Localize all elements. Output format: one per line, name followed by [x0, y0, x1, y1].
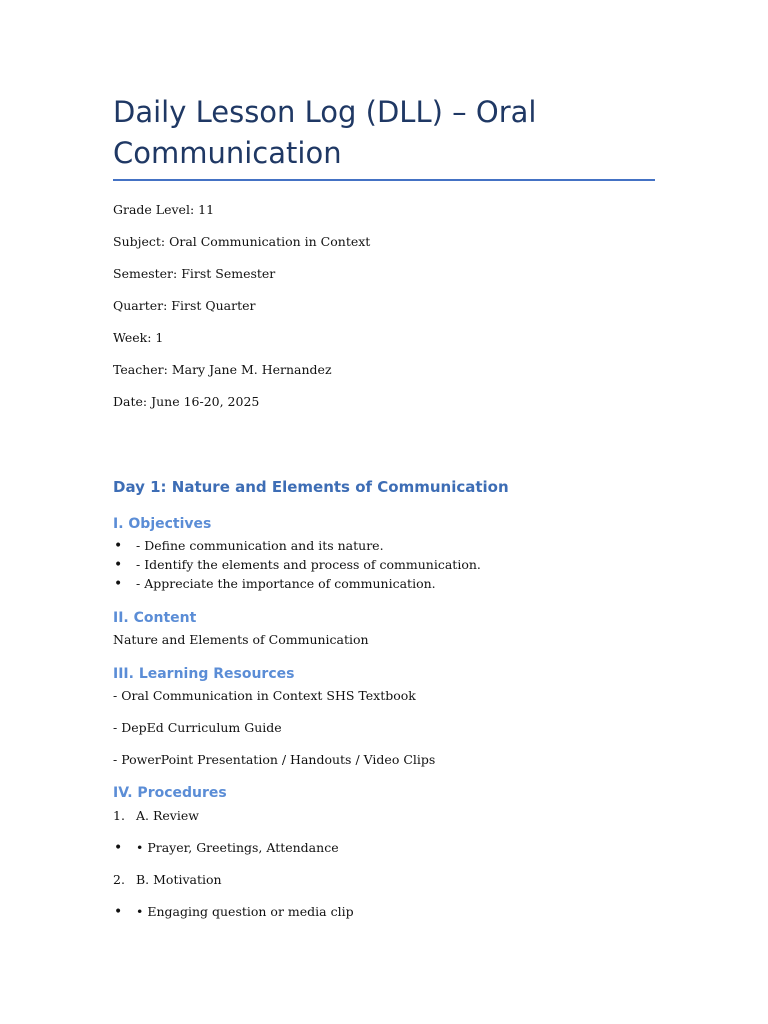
teacher: Teacher: Mary Jane M. Hernandez: [113, 362, 332, 377]
procedure-text: B. Motivation: [136, 872, 222, 887]
list-number: 1.: [113, 808, 125, 823]
title-underline: [113, 179, 655, 181]
resource-item: - DepEd Curriculum Guide: [113, 720, 282, 735]
objectives-heading: I. Objectives: [113, 516, 212, 532]
quarter: Quarter: First Quarter: [113, 298, 256, 313]
bullet-icon: •: [114, 576, 123, 592]
content-heading: II. Content: [113, 610, 197, 626]
day1-heading: Day 1: Nature and Elements of Communication: [113, 478, 509, 496]
procedure-subtext: • Engaging question or media clip: [136, 904, 354, 919]
procedure-text: A. Review: [136, 808, 199, 823]
list-number: 2.: [113, 872, 125, 887]
bullet-icon: •: [114, 557, 123, 573]
semester: Semester: First Semester: [113, 266, 276, 281]
resource-item: - Oral Communication in Context SHS Textbook: [113, 688, 416, 703]
objective-text: - Define communication and its nature.: [136, 538, 384, 553]
week: Week: 1: [113, 330, 164, 345]
resource-item: - PowerPoint Presentation / Handouts / Video Clips: [113, 752, 436, 767]
date: Date: June 16-20, 2025: [113, 394, 260, 409]
procedures-heading: IV. Procedures: [113, 785, 227, 801]
objective-text: - Appreciate the importance of communication.: [136, 576, 436, 591]
bullet-icon: •: [114, 538, 123, 554]
objective-text: - Identify the elements and process of communication.: [136, 557, 481, 572]
content-text: Nature and Elements of Communication: [113, 632, 369, 647]
procedure-subtext: • Prayer, Greetings, Attendance: [136, 840, 339, 855]
bullet-icon: •: [114, 840, 123, 856]
subject: Subject: Oral Communication in Context: [113, 234, 371, 249]
grade-level: Grade Level: 11: [113, 202, 215, 217]
resources-heading: III. Learning Resources: [113, 666, 295, 682]
document-title: Daily Lesson Log (DLL) – Oral Communication: [113, 95, 537, 170]
bullet-icon: •: [114, 904, 123, 920]
